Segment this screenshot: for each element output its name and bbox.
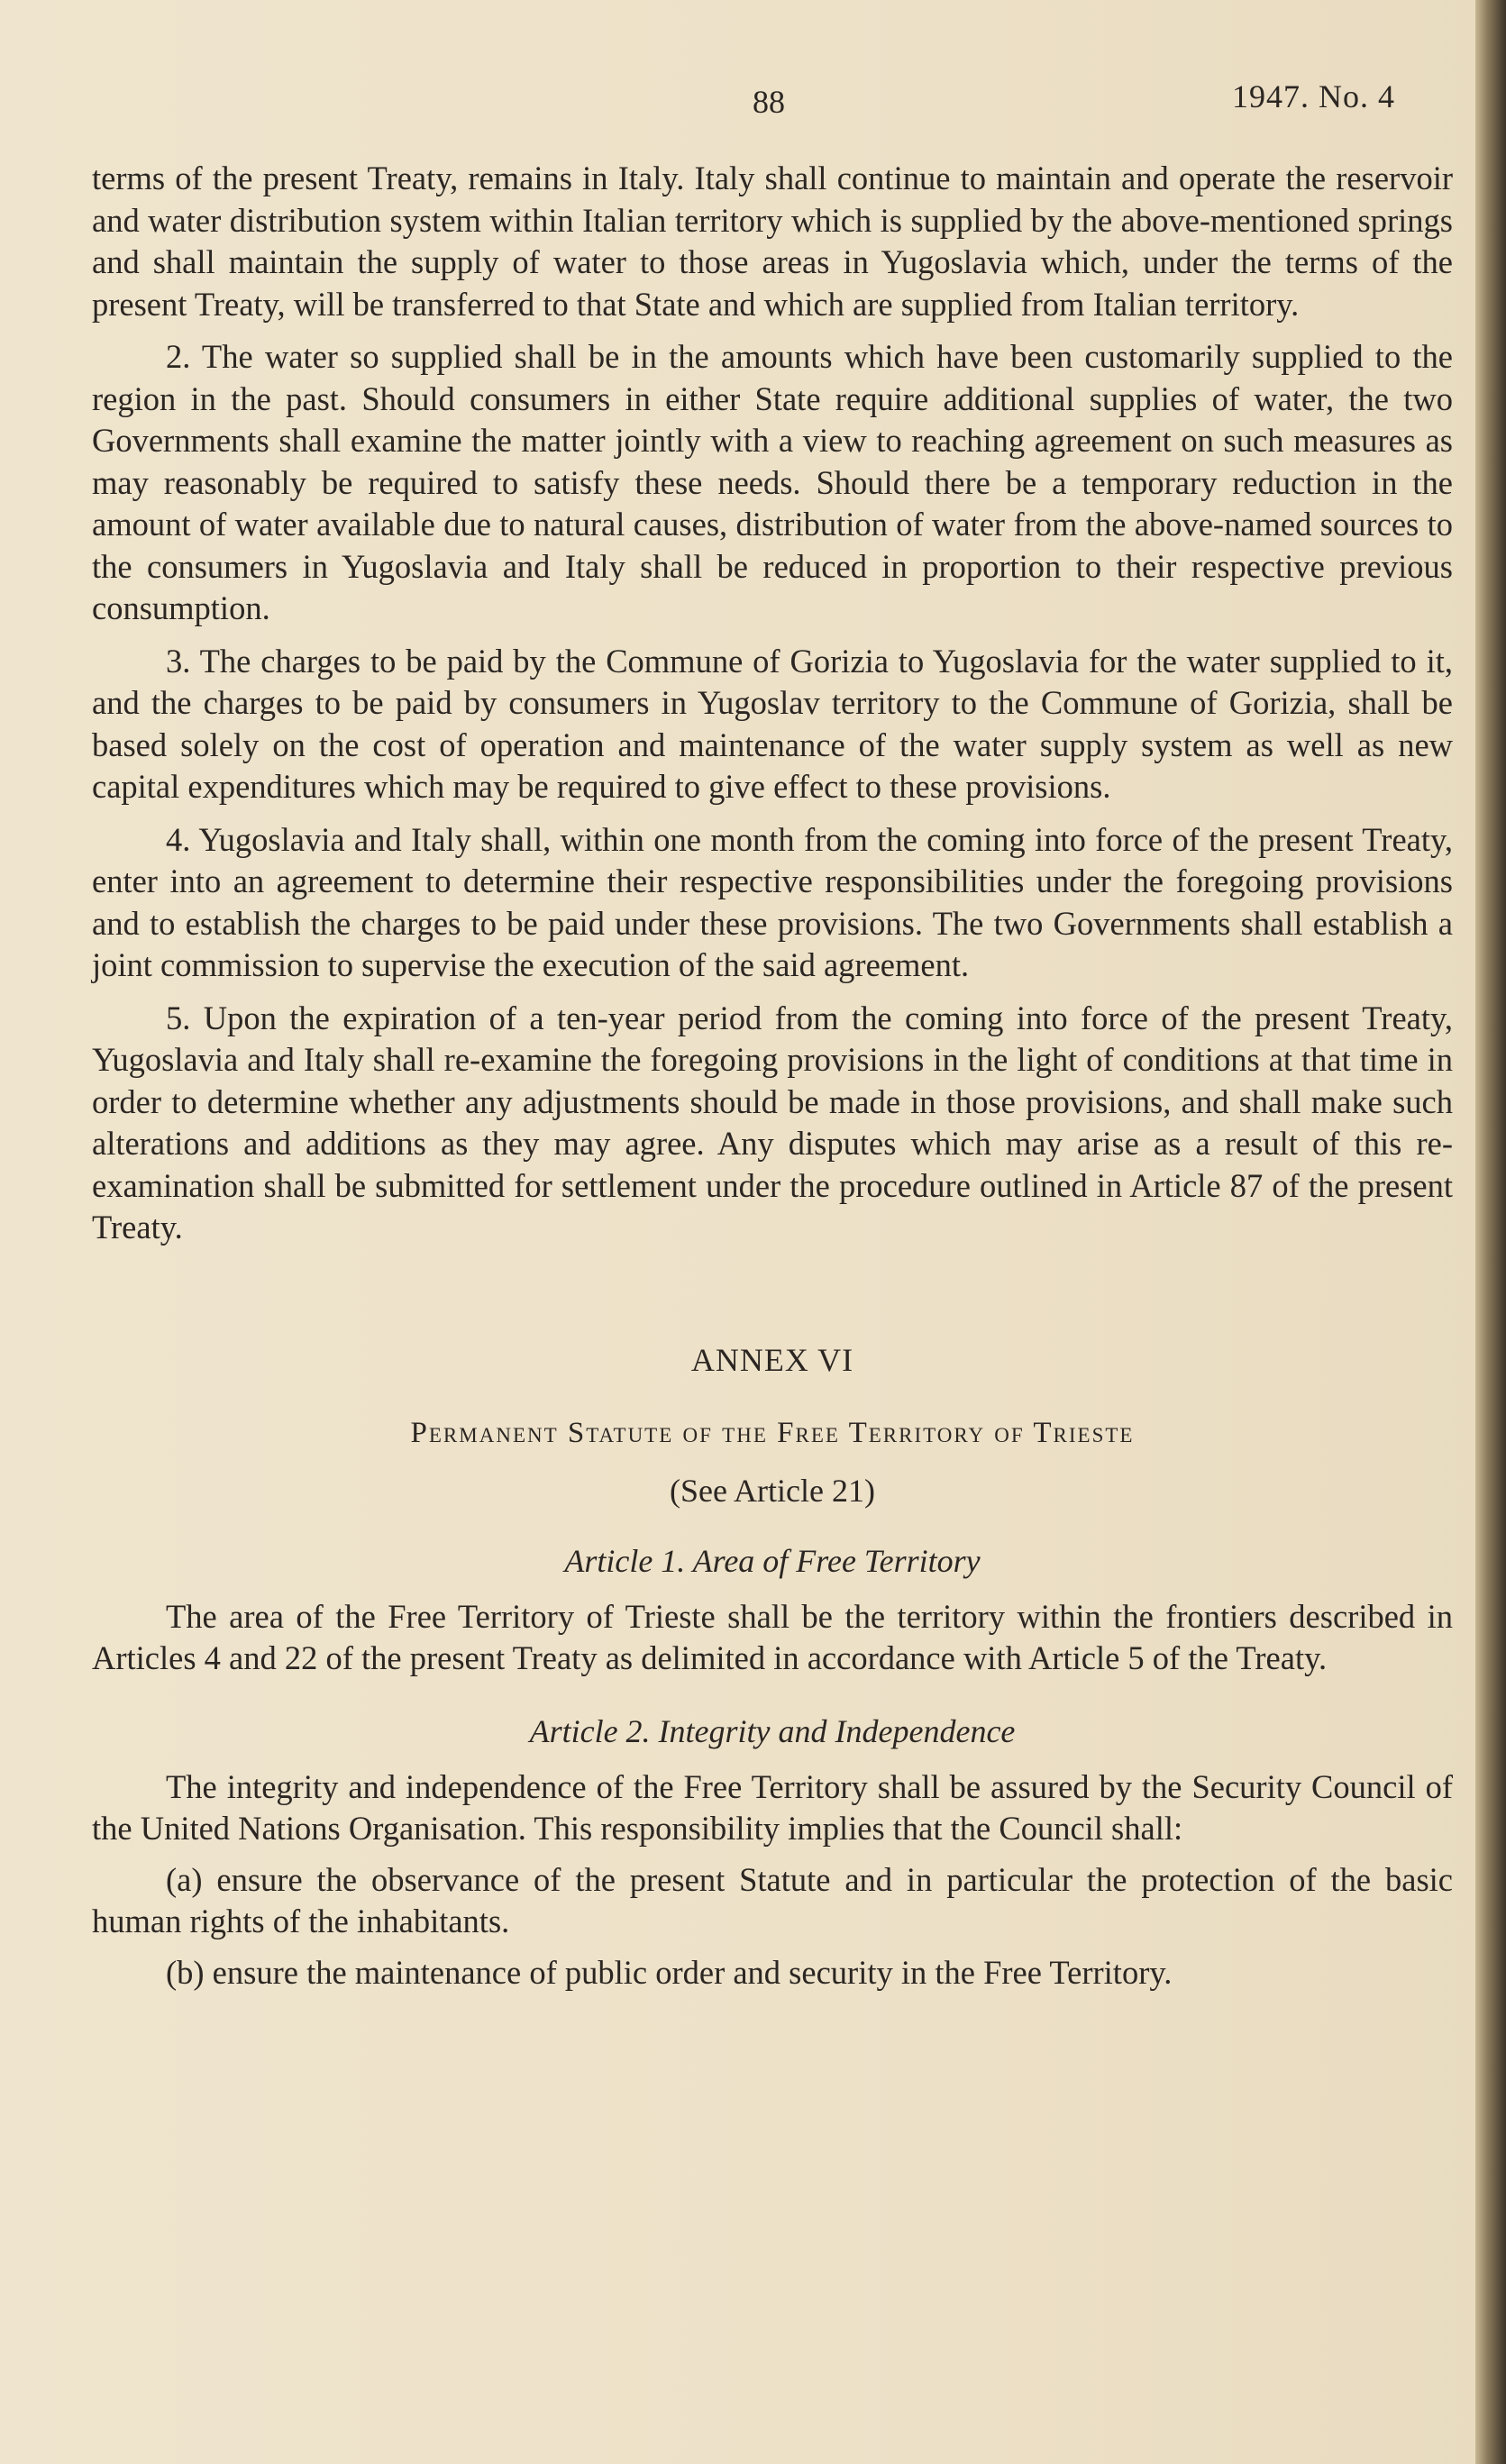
page-number: 88	[753, 84, 785, 120]
annex-reference-note: (See Article 21)	[670, 1472, 875, 1509]
annex-title: ANNEX VI	[690, 1341, 854, 1378]
paragraph-2: 2. The water so supplied shall be in the amounts which have been customarily supplied to the region in the past. Should consumers in either State require additional supplies of water, the two Governments shall examine the matter jointly with a view to reaching agreement on such measures as may reasonably be required to satisfy these needs. Should there be a temporary reduction in the amount of water available due to natural causes, distribution of water from the above-named sources to the consumers in Yugoslavia and Italy shall be reduced in proportion to their respective previous consumption.	[92, 338, 1453, 626]
article-1-heading: Article 1. Area of Free Territory	[564, 1542, 981, 1579]
article-2-item-b: (b) ensure the maintenance of public order and security in the Free Territory.	[166, 1953, 1173, 1991]
paragraph-continuation: terms of the present Treaty, remains in Italy. Italy shall continue to maintain and operate the reservoir and water distribution system within Italian territory which is supplied by the above-mentioned springs and shall maintain the supply of water to those areas in Yugoslavia which, under the terms of the present Treaty, will be transferred to that State and which are supplied from Italian territory.	[92, 160, 1453, 323]
running-head	[0, 78, 1506, 128]
treaty-year-number: 1947. No. 4	[1232, 78, 1395, 114]
page-content	[92, 158, 1453, 1994]
paragraph-4: 4. Yugoslavia and Italy shall, within one month from the coming into force of the present Treaty, enter into an agreement to determine their respective responsibilities under the foregoing provisions and to establish the charges to be paid under these provisions. The two Governments shall establish a joint commission to supervise the execution of the said agreement.	[92, 820, 1453, 983]
article-2-heading: Article 2. Integrity and Independence	[529, 1712, 1016, 1749]
annex-subtitle: Permanent Statute of the Free Territory of Trieste	[410, 1416, 1135, 1449]
page-binding-edge	[1475, 0, 1506, 2464]
paragraph-5: 5. Upon the expiration of a ten-year period from the coming into force of the present Treaty, Yugoslavia and Italy shall re-examine the foregoing provisions in the light of conditions at that time in order to determine whether any adjustments should be made in those provisions, and shall make such alterations and additions as they may agree. Any disputes which may arise as a result of this re-examination shall be submitted for settlement under the procedure outlined in Article 87 of the present Treaty.	[92, 999, 1453, 1246]
article-2-item-a: (a) ensure the observance of the present Statute and in particular the protection of the basic human rights of the inhabitants.	[92, 1860, 1453, 1939]
article-2-text: The integrity and independence of the Free Territory shall be assured by the Security Council of the United Nations Organisation. This responsibility implies that the Council shall:	[92, 1767, 1453, 1847]
article-1-text: The area of the Free Territory of Trieste shall be the territory within the frontiers described in Articles 4 and 22 of the present Treaty as delimited in accordance with Article 5 of the Treaty.	[92, 1597, 1453, 1676]
paragraph-3: 3. The charges to be paid by the Commune of Gorizia to Yugoslavia for the water supplied to it, and the charges to be paid by consumers in Yugoslav territory to the Commune of Gorizia, shall be based solely on the cost of operation and maintenance of the water supply system as well as new capital expenditures which may be required to give effect to these provisions.	[92, 642, 1453, 805]
